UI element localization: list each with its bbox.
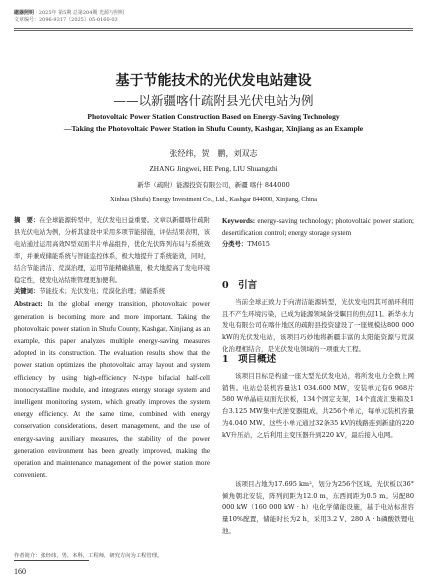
clc-code: TM615 <box>247 241 270 249</box>
page-number: 160 <box>14 567 26 576</box>
affiliation-chinese: 新华（疏附）能源投资有限公司，新疆 喀什 844000 <box>137 181 290 189</box>
abstract-cn-text: 在全球能源转型中，光伏发电日益重要。文章以新疆喀什疏附县光伏电站为例，分析其建设中采用多项节能措施，评估结果表明，该电站通过运用高效N型双面半片单晶组件，优化光伏阵列布局与系统效率，并兼成储能系统与智能监控体系，极大地提升了系统能效，同时，结合节能清洁、荒漠治理，运用节能精确措施，极大地提高了发电环境稳定性，使发电站结维管理更加便利。 <box>14 217 211 284</box>
author-bio-footnote: 作者简介：张经纬，男，本科，工程师，研究方向为工程管理。 <box>14 553 163 559</box>
section-overview-text-2: 该项目占地为17.695 km²，划分为256个区域。光伏板以36°倾角朝北安装，阵列间距为12.0 m，东西间距为0.5 m。另配80 000 kW（160 000 kW · h）电化学储能设施，基于电站标准容量10%配置，储能时长为2 h，采用3.2 V、280 A · h磷酸铁锂电池。 <box>222 480 414 535</box>
right-column-top <box>222 215 414 251</box>
abstract-english <box>14 298 210 481</box>
keywords-chinese <box>14 286 210 298</box>
keywords-en-text: energy-saving technology; photovoltaic power station; desertification control; energy storage system <box>222 217 415 238</box>
journal-name: 磁器照明 <box>14 10 35 16</box>
clc-label: 分类号： <box>222 241 248 249</box>
abstract-en-label: Abstract: <box>14 300 43 309</box>
authors-english: ZHANG Jingwei, HE Peng, LIU Shuangzhi <box>149 164 278 173</box>
section-overview-text-1: 该项目目标是构建一座大型光伏发电站，将所发电力全数上网销售。电站总装机容量达1 034.600 MW，安装单元有6 968片580 W单晶硅双面光伏板，134个固定支架，14个直流汇集箱及1台3.125 MW集中式逆变器组成，共256个单元，每单元装机容量为4.040 MW。这些小单元通过32条35 kV的线路连到新建的220 kV升压站，之后利用主变压器升到220 kV，最后接入电网。 <box>222 372 414 439</box>
header-divider-thin <box>14 30 413 31</box>
issue-info: · 2025年 第5期 总第204期 光源与照明 <box>35 10 125 16</box>
header-divider <box>14 28 413 29</box>
english-subtitle: —Taking the Photovoltaic Power Station in Shufu County, Kashgar, Xinjiang as an Example <box>63 124 364 133</box>
journal-header <box>14 10 124 24</box>
article-title: 基于节能技术的光伏发电站建设 <box>115 73 312 89</box>
affiliation-english: Xinhua (Shufu) Energy Investment Co., Ltd., Kashgar 844000, Xinjiang, China <box>110 196 317 203</box>
section-introduction-text: 当前全球正致力于向清洁能源转型，光伏发电因其可循环利用且不产生环境污染，已成为能源领域备受瞩目的焦点[1]。新华水力发电有限公司在喀什地区的疏附县投资建设了一座规模达800 000 kW的光伏发电站，该项目巧妙地将新疆丰富的太阳能资源与荒漠化治理相结合，是光伏发电领域的一项重大工程。 <box>222 298 414 353</box>
article-subtitle: ——以新疆喀什疏附县光伏电站为例 <box>113 93 314 108</box>
keywords-en-label: Keywords: <box>222 217 256 225</box>
footnote-divider <box>14 560 89 561</box>
section-overview-heading: 1 项目概述 <box>222 354 277 365</box>
classification <box>222 239 414 251</box>
section-introduction-heading: 0 引言 <box>222 280 258 291</box>
keywords-english <box>222 215 414 239</box>
english-title: Photovoltaic Power Station Construction Based on Energy-Saving Technology <box>87 112 340 121</box>
keywords-cn-label: 关键词： <box>14 288 40 296</box>
abstract-en-text: In the global energy transition, photovoltaic power generation is becoming more and more important. Taking the photovoltaic power station in Shufu County, Kashgar, Xinjiang as an example, this paper analyzes multiple energy-saving measures adopted in its construction. The evaluation results show that the power station optimizes the photovoltaic array layout and system efficiency by using high-efficiency N-type bifacial half-cell monocrystalline module, and integrates energy storage system and intelligent monitoring system, which greatly improves the system energy efficiency. At the same time, combined with energy conservation considerations, desert management, and the use of energy-saving auxiliary measures, the stability of the power generation environment has been greatly improved, making the operation and maintenance management of the power station more convenient. <box>14 300 210 480</box>
abstract-chinese <box>14 215 210 286</box>
authors-chinese: 张经纬，贺 鹏，刘双志 <box>169 149 258 158</box>
article-number: 文章编号：2096-9317（2025）05-0160-03 <box>14 17 118 23</box>
left-column <box>14 215 210 481</box>
abstract-cn-label: 摘 要： <box>14 217 40 224</box>
keywords-cn-text: 节能技术；光伏发电；荒漠化治理；储能系统 <box>39 288 166 296</box>
